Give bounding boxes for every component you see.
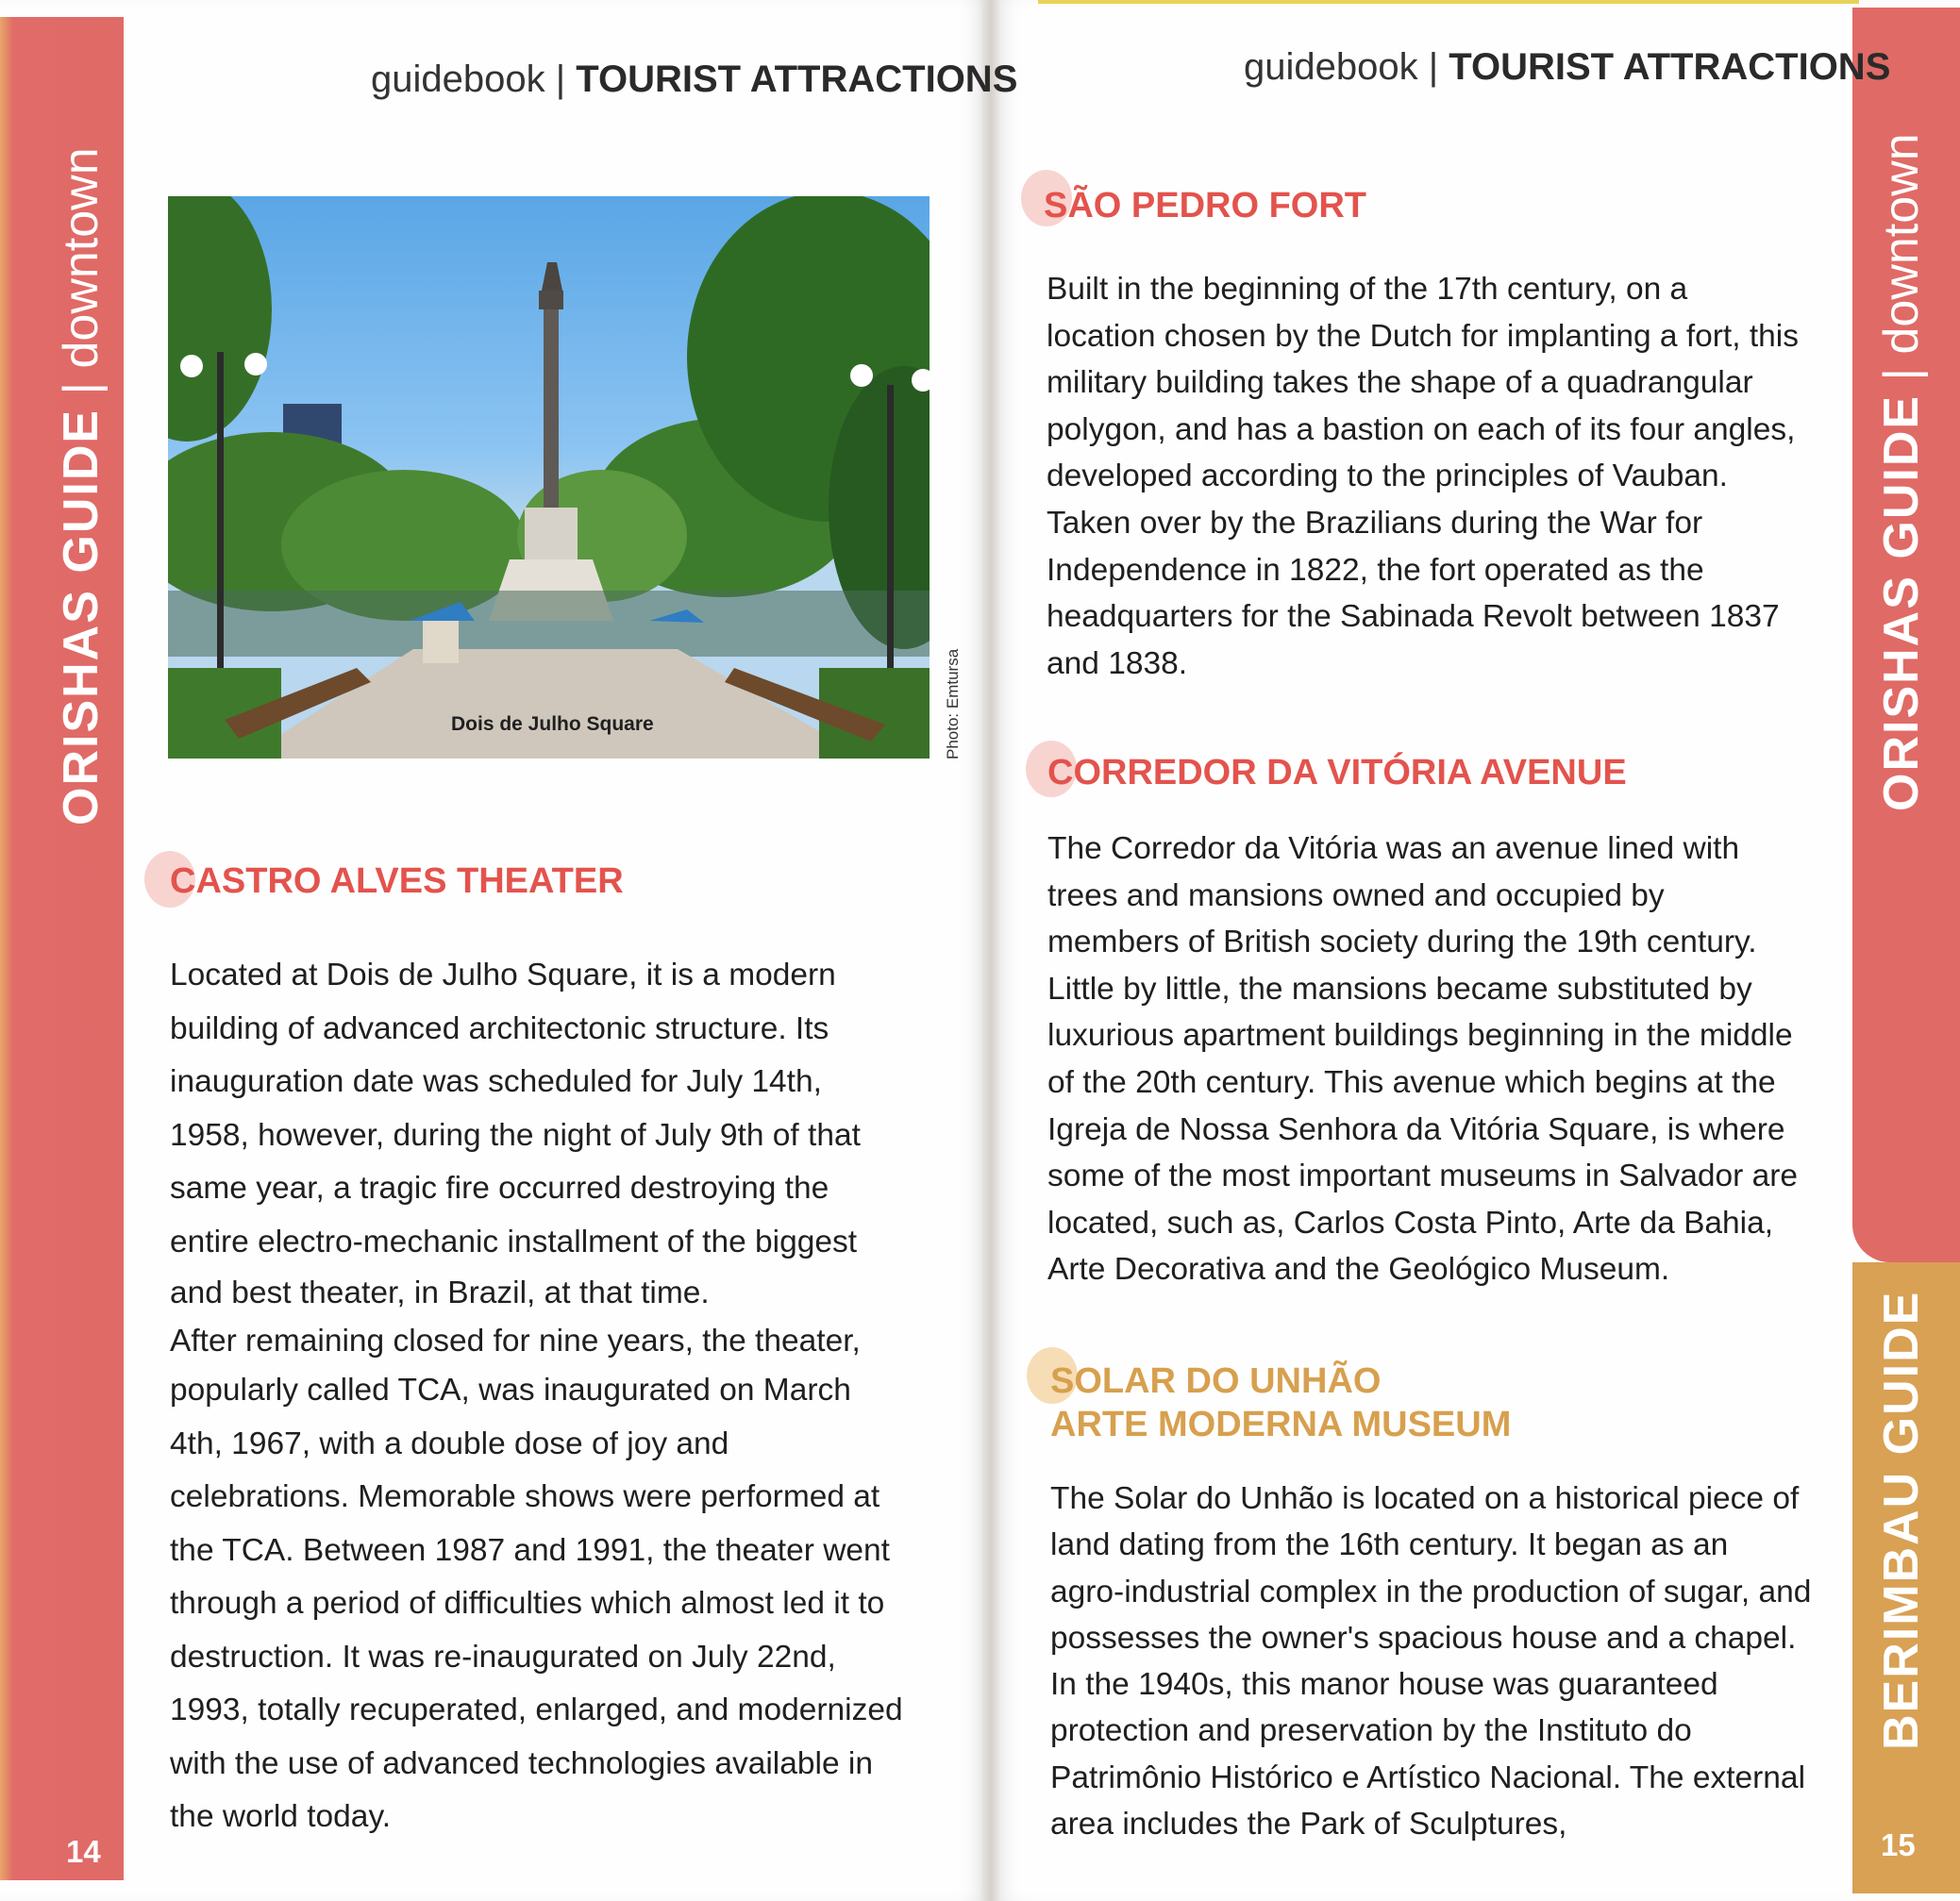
body-line: agro-industrial complex in the production of sugar, and [1050,1574,1812,1609]
square-photo [168,196,930,759]
body-line: located, such as, Carlos Costa Pinto, Arte da Bahia, [1047,1205,1774,1241]
body-line: the TCA. Between 1987 and 1991, the theater went [170,1532,890,1568]
body-line: of the 20th century. This avenue which begins at the [1047,1064,1776,1100]
body-line: Arte Decorativa and the Geológico Museum. [1047,1252,1670,1288]
left-side-tab-label [55,147,108,825]
tab-separator: | [54,381,109,395]
body-line: Patrimônio Histórico e Artístico Nacional. The external [1050,1759,1806,1795]
page-number-left: 14 [66,1834,101,1869]
body-line: 1958, however, during the night of July 9th of that [170,1117,861,1153]
body-line: Located at Dois de Julho Square, it is a modern [170,958,836,992]
header-prefix: guidebook | [1244,46,1439,88]
tab-separator: | [1874,367,1929,381]
body-line: some of the most important museums in Salvador are [1047,1159,1799,1194]
section-body-solar [1050,1476,1852,1847]
header-title: TOURIST ATTRACTIONS [576,58,1018,100]
body-line: 4th, 1967, with a double dose of joy and [170,1426,729,1461]
body-line: The Corredor da Vitória was an avenue lined with [1047,831,1740,866]
body-line: protection and preservation by the Instituto do [1050,1713,1692,1749]
section-title-corredor: CORREDOR DA VITÓRIA AVENUE [1047,753,1627,792]
section-title-sao-pedro: SÃO PEDRO FORT [1044,186,1367,225]
area-name: downtown [54,147,109,369]
body-line: popularly called TCA, was inaugurated on March [170,1373,851,1408]
right-side-tab-label [1875,133,1928,811]
body-line: location chosen by the Dutch for implanting a fort, this [1047,318,1799,354]
body-line: Built in the beginning of the 17th century, on a [1047,272,1688,307]
body-line: area includes the Park of Sculptures, [1050,1807,1567,1843]
section-body-corredor [1047,825,1850,1293]
body-line: land dating from the 16th century. It began as an [1050,1527,1729,1563]
top-edge-line [1038,0,1859,4]
section-title-castro-alves: CASTRO ALVES THEATER [170,861,624,901]
body-line: Independence in 1822, the fort operated as the [1047,552,1704,588]
left-page-header [371,58,1017,101]
body-line: The Solar do Unhão is located on a historical piece of [1050,1481,1800,1516]
body-line: building of advanced architectonic structure. Its [170,1010,829,1046]
body-line: the world today. [170,1799,392,1834]
body-line: After remaining closed for nine years, the theater, [170,1324,861,1359]
photo-illustration [168,196,930,759]
header-title: TOURIST ATTRACTIONS [1449,46,1891,88]
section-title-solar-line2: ARTE MODERNA MUSEUM [1050,1405,1512,1444]
body-line: with the use of advanced technologies available in [170,1745,873,1781]
right-page-header [1244,46,1890,89]
body-line: same year, a tragic fire occurred destroying the [170,1171,829,1206]
body-line: polygon, and has a bastion on each of its four angles, [1047,411,1796,447]
right-side-tab-berimbau-label [1875,1291,1928,1750]
body-line: and best theater, in Brazil, at that time. [170,1276,710,1310]
body-line: In the 1940s, this manor house was guaranteed [1050,1667,1718,1703]
body-line: military building takes the shape of a quadrangular [1047,365,1753,401]
photo-credit: Photo: Emtursa [944,648,962,759]
book-gutter [981,0,1000,1901]
page-number-right: 15 [1881,1827,1916,1862]
guide-name: ORISHAS GUIDE [1874,393,1929,811]
body-line: possesses the owner's spacious house and a chapel. [1050,1620,1797,1656]
body-line: headquarters for the Sabinada Revolt between 1837 [1047,599,1780,635]
body-line: members of British society during the 19th century. [1047,925,1757,960]
body-line: through a period of difficulties which almost led it to [170,1586,885,1621]
header-prefix: guidebook | [371,58,566,100]
body-line: destruction. It was re-inaugurated on July 22nd, [170,1639,836,1675]
section-body-sao-pedro [1047,266,1849,687]
body-line: inauguration date was scheduled for July 14th, [170,1064,822,1099]
area-name: downtown [1874,133,1929,355]
body-line: Igreja de Nossa Senhora da Vitória Square, is where [1047,1111,1785,1147]
body-line: entire electro-mechanic installment of the biggest [170,1224,858,1259]
body-line: trees and mansions owned and occupied by [1047,877,1665,913]
body-line: developed according to the principles of Vauban. [1047,459,1728,494]
body-line: luxurious apartment buildings beginning in the middle [1047,1018,1793,1054]
body-line: Little by little, the mansions became substituted by [1047,971,1752,1007]
guide-name: BERIMBAU GUIDE [1874,1290,1929,1750]
body-line: celebrations. Memorable shows were performed at [170,1479,880,1514]
body-line: 1993, totally recuperated, enlarged, and modernized [170,1693,903,1727]
guide-name: ORISHAS GUIDE [54,408,109,825]
photo-caption: Dois de Julho Square [451,713,654,735]
section-title-solar-line1: SOLAR DO UNHÃO [1050,1361,1382,1401]
body-line: Taken over by the Brazilians during the War for [1047,505,1703,541]
section-body-castro-alves [170,949,953,1844]
body-line: and 1838. [1047,645,1188,681]
